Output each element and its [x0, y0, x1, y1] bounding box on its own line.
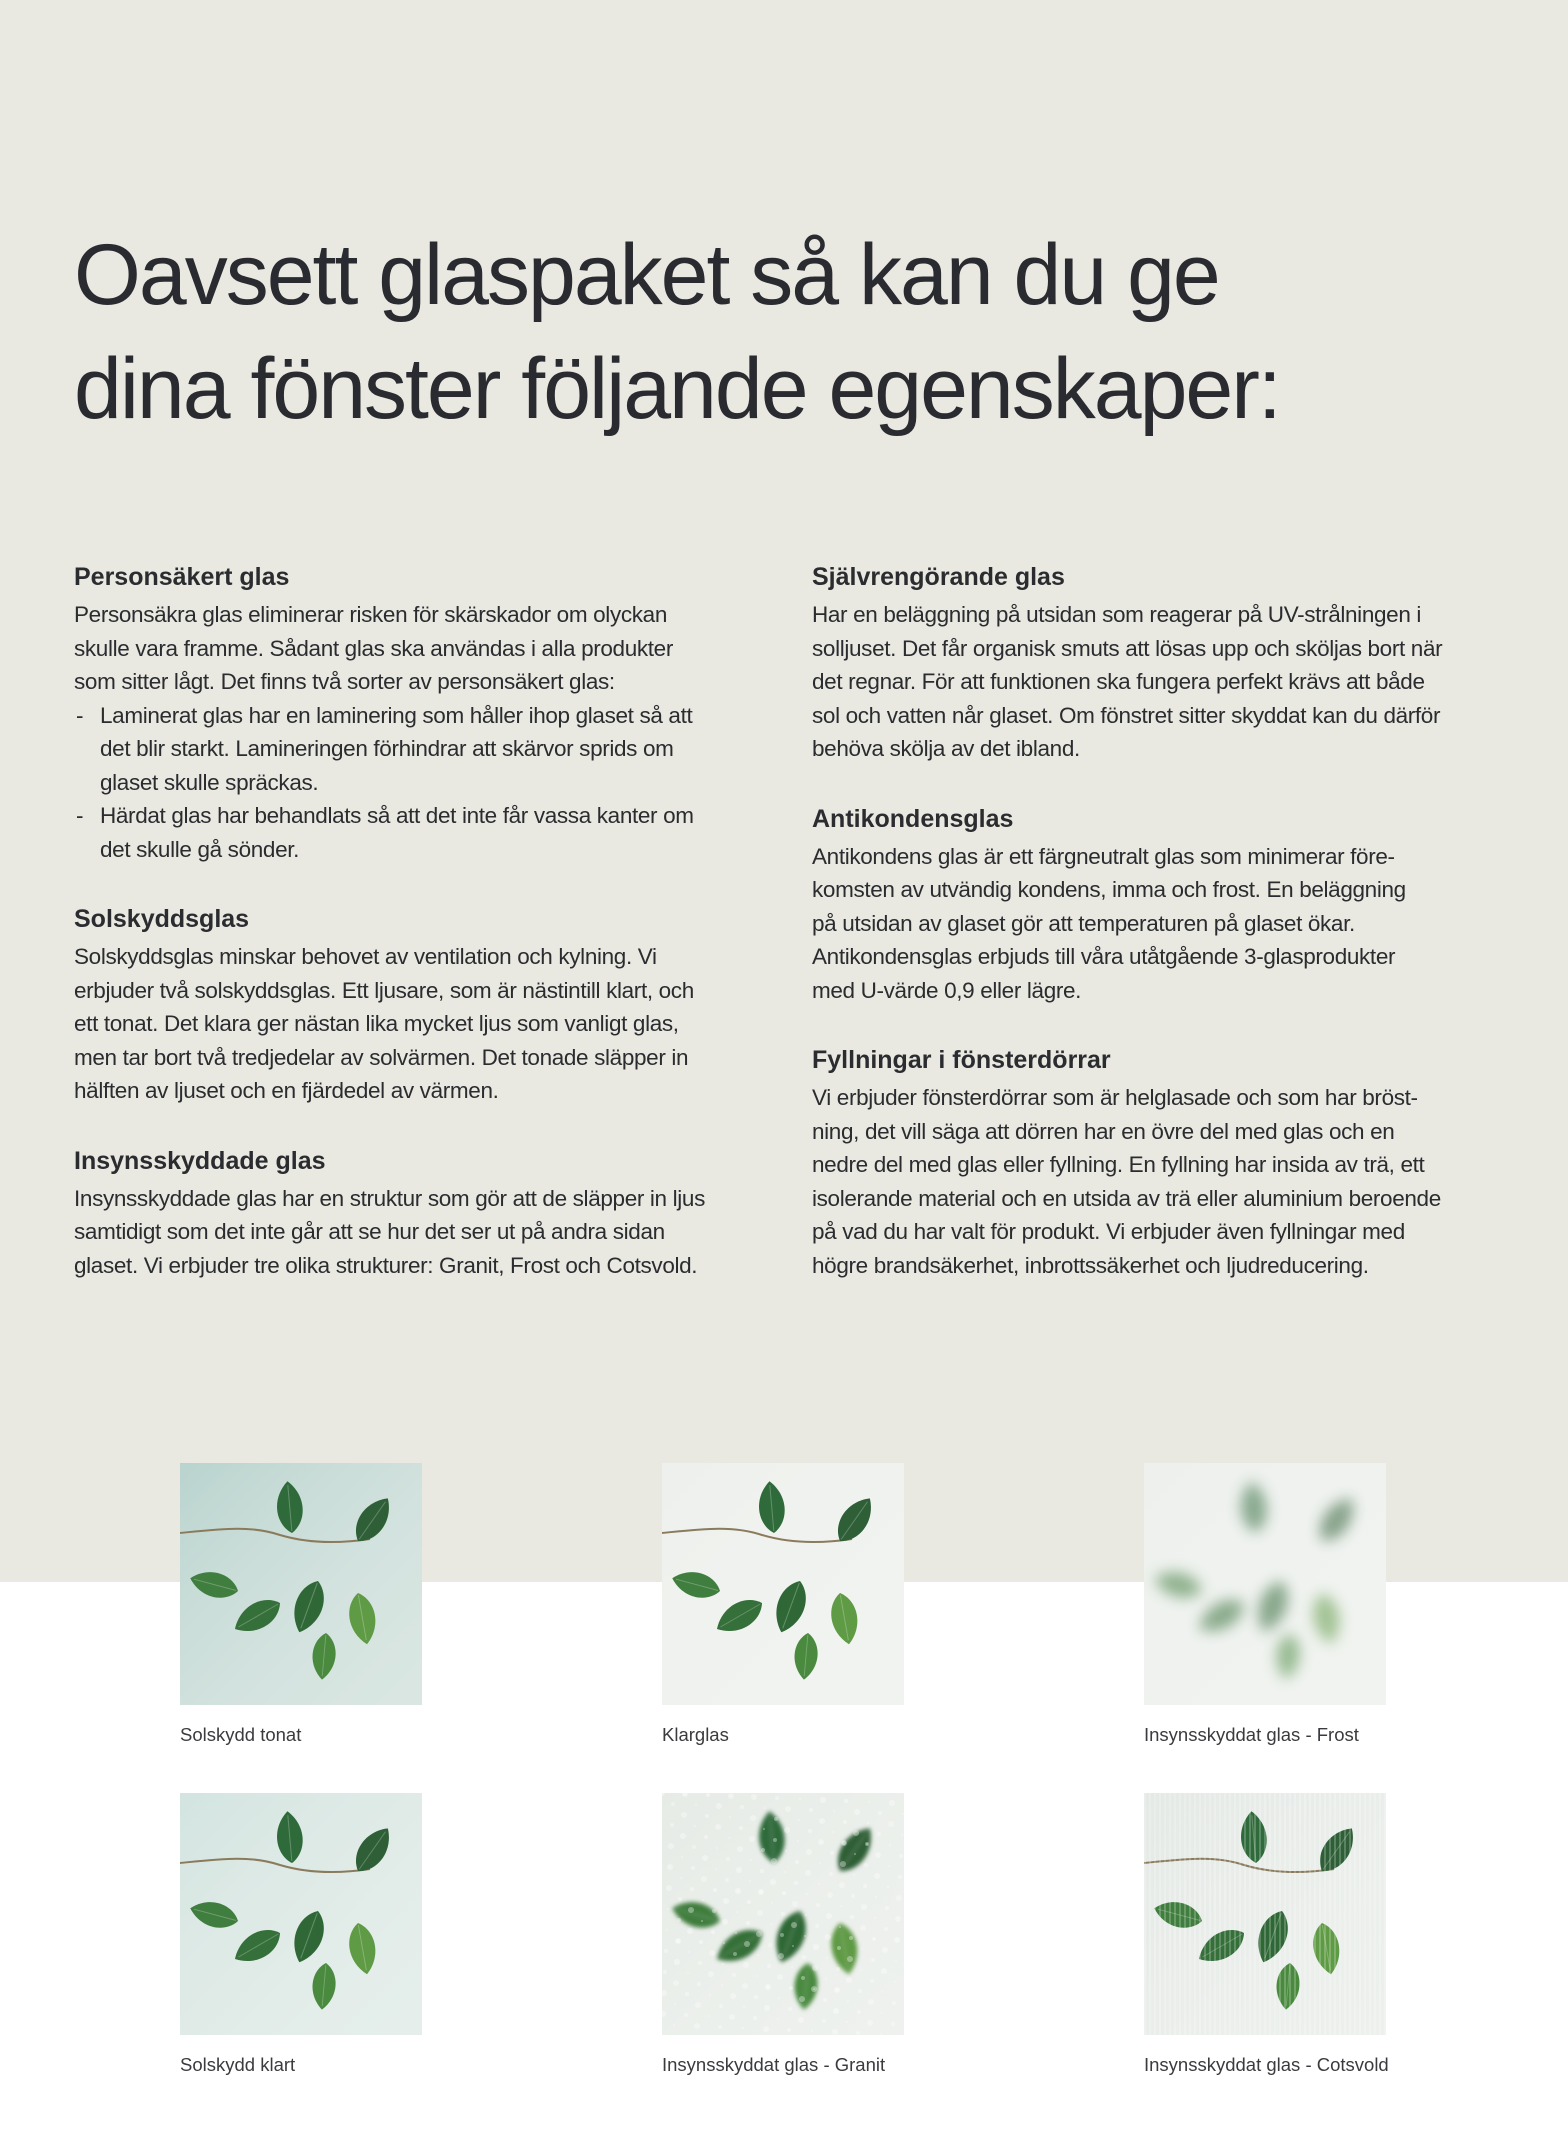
body-line: men tar bort två tredjedelar av solvärmen. Det tonade släpper in [74, 1044, 689, 1070]
body-line: Solskyddsglas minskar behovet av ventilation och kylning. Vi [74, 944, 657, 969]
leaf-photo-svg [1144, 1793, 1386, 2035]
section-body [74, 598, 764, 699]
list-line: det skulle gå sönder. [100, 836, 300, 862]
leaf-photo [1144, 1463, 1386, 1705]
section-body [74, 1182, 764, 1283]
right-text-column [812, 560, 1512, 1318]
list-line: - Härdat glas har behandlats så att det inte får vassa kanter om [100, 803, 694, 828]
body-line: som sitter lågt. Det finns två sorter av personsäkert glas: [74, 669, 615, 694]
leaf-photo-svg [1144, 1463, 1386, 1705]
left-text-column [74, 560, 764, 1318]
sample-caption: Solskydd klart [180, 2054, 296, 2075]
leaf-photo [180, 1463, 422, 1705]
cotsvold-texture [1144, 1793, 1386, 2035]
body-line: ett tonat. Det klara ger nästan lika mycket ljus som vanligt glas, [74, 1011, 679, 1036]
leaf-photo [662, 1793, 904, 2035]
sample-tile-frost [1144, 1463, 1386, 1747]
body-line: behöva skölja av det ibland. [812, 736, 1080, 761]
section-title: Fyllningar i fönsterdörrar [812, 1046, 1111, 1074]
sample-tile-granit [662, 1793, 904, 2077]
section-title: Insynsskyddade glas [74, 1146, 326, 1175]
headline-line-2: dina fönster följande egenskaper: [74, 341, 1280, 437]
body-line: Insynsskyddade glas har en struktur som gör att de släpper in ljus [74, 1185, 705, 1211]
body-line: solljuset. Det får organisk smuts att lösas upp och sköljas bort när [812, 635, 1443, 661]
leaf-photo-svg [662, 1793, 904, 2035]
section-title: Solskyddsglas [74, 905, 250, 933]
leaf-photo [1144, 1793, 1386, 2035]
glass-types-list [74, 699, 764, 867]
section-body [812, 598, 1512, 766]
body-line: erbjuder två solskyddsglas. Ett ljusare, som är nästintill klart, och [74, 977, 694, 1003]
sample-caption: Insynsskyddat glas - Cotsvold [1144, 2054, 1389, 2075]
body-line: Vi erbjuder fönsterdörrar som är helglasade och som har bröst- [812, 1085, 1418, 1110]
section-title: Personsäkert glas [74, 563, 290, 591]
body-line: glaset. Vi erbjuder tre olika strukturer: Granit, Frost och Cotsvold. [74, 1252, 698, 1278]
section-personsakert-glas [74, 560, 764, 866]
section-solskyddsglas [74, 902, 764, 1108]
sample-tile-solskydd-tonat [180, 1463, 422, 1747]
list-item-hardat [74, 799, 764, 866]
body-line: Antikondensglas erbjuds till våra utåtgående 3-glasprodukter [812, 944, 1396, 969]
sample-caption: Klarglas [662, 1724, 729, 1745]
leaf-photo-svg [180, 1463, 422, 1705]
section-body [812, 840, 1512, 1008]
body-line: på utsidan av glaset gör att temperaturen på glaset ökar. [812, 910, 1355, 936]
leaf-photo-svg [180, 1793, 422, 2035]
body-line: på vad du har valt för produkt. Vi erbjuder även fyllningar med [812, 1219, 1405, 1244]
body-line: sol och vatten når glaset. Om fönstret sitter skyddat kan du därför [812, 702, 1441, 728]
body-line: högre brandsäkerhet, inbrottssäkerhet och ljudreducering. [812, 1252, 1369, 1278]
list-item-laminerat [74, 699, 764, 800]
body-line: Antikondens glas är ett färgneutralt glas som minimerar före- [812, 843, 1395, 869]
body-line: Har en beläggning på utsidan som reagerar på UV-strålningen i [812, 602, 1422, 627]
section-body [74, 940, 764, 1108]
list-line: glaset skulle spräckas. [100, 769, 319, 795]
section-title: Självrengörande glas [812, 563, 1065, 591]
section-sjalvrengorande-glas [812, 560, 1512, 766]
leaf-photo [662, 1463, 904, 1705]
body-line: isolerande material och en utsida av trä eller aluminium beroende [812, 1185, 1441, 1211]
body-line: ning, det vill säga att dörren har en övre del med glas och en [812, 1118, 1395, 1144]
sample-caption: Insynsskyddat glas - Granit [662, 2054, 886, 2075]
sample-tile-cotsvold [1144, 1793, 1389, 2077]
section-title: Antikondensglas [812, 804, 1014, 833]
body-line: komsten av utvändig kondens, imma och frost. En beläggning [812, 877, 1406, 902]
body-line: Personsäkra glas eliminerar risken för skärskador om olyckan [74, 602, 667, 627]
section-insynsskyddade-glas [74, 1144, 764, 1283]
sample-tile-klarglas [662, 1463, 904, 1747]
sample-tile-solskydd-klart [180, 1793, 422, 2077]
leaf-photo [180, 1793, 422, 2035]
section-fyllningar [812, 1043, 1512, 1282]
body-line: samtidigt som det inte går att se hur det ser ut på andra sidan [74, 1219, 665, 1244]
section-antikondensglas [812, 802, 1512, 1008]
leaf-photo-svg [662, 1463, 904, 1705]
body-line: hälften av ljuset och en fjärdedel av värmen. [74, 1078, 499, 1103]
section-body [812, 1081, 1512, 1282]
body-line: det regnar. För att funktionen ska fungera perfekt krävs att både [812, 669, 1425, 694]
sample-caption: Insynsskyddat glas - Frost [1144, 1724, 1359, 1745]
body-line: nedre del med glas eller fyllning. En fyllning har insida av trä, ett [812, 1152, 1425, 1177]
sample-caption: Solskydd tonat [180, 1724, 302, 1745]
list-line: det blir starkt. Lamineringen förhindrar att skärvor sprids om [100, 736, 674, 761]
body-line: skulle vara framme. Sådant glas ska användas i alla produkter [74, 635, 673, 661]
page-headline [74, 218, 1494, 446]
headline-line-1: Oavsett glaspaket så kan du ge [74, 227, 1219, 323]
list-line: - Laminerat glas har en laminering som håller ihop glaset så att [100, 702, 693, 728]
body-line: med U-värde 0,9 eller lägre. [812, 977, 1082, 1003]
